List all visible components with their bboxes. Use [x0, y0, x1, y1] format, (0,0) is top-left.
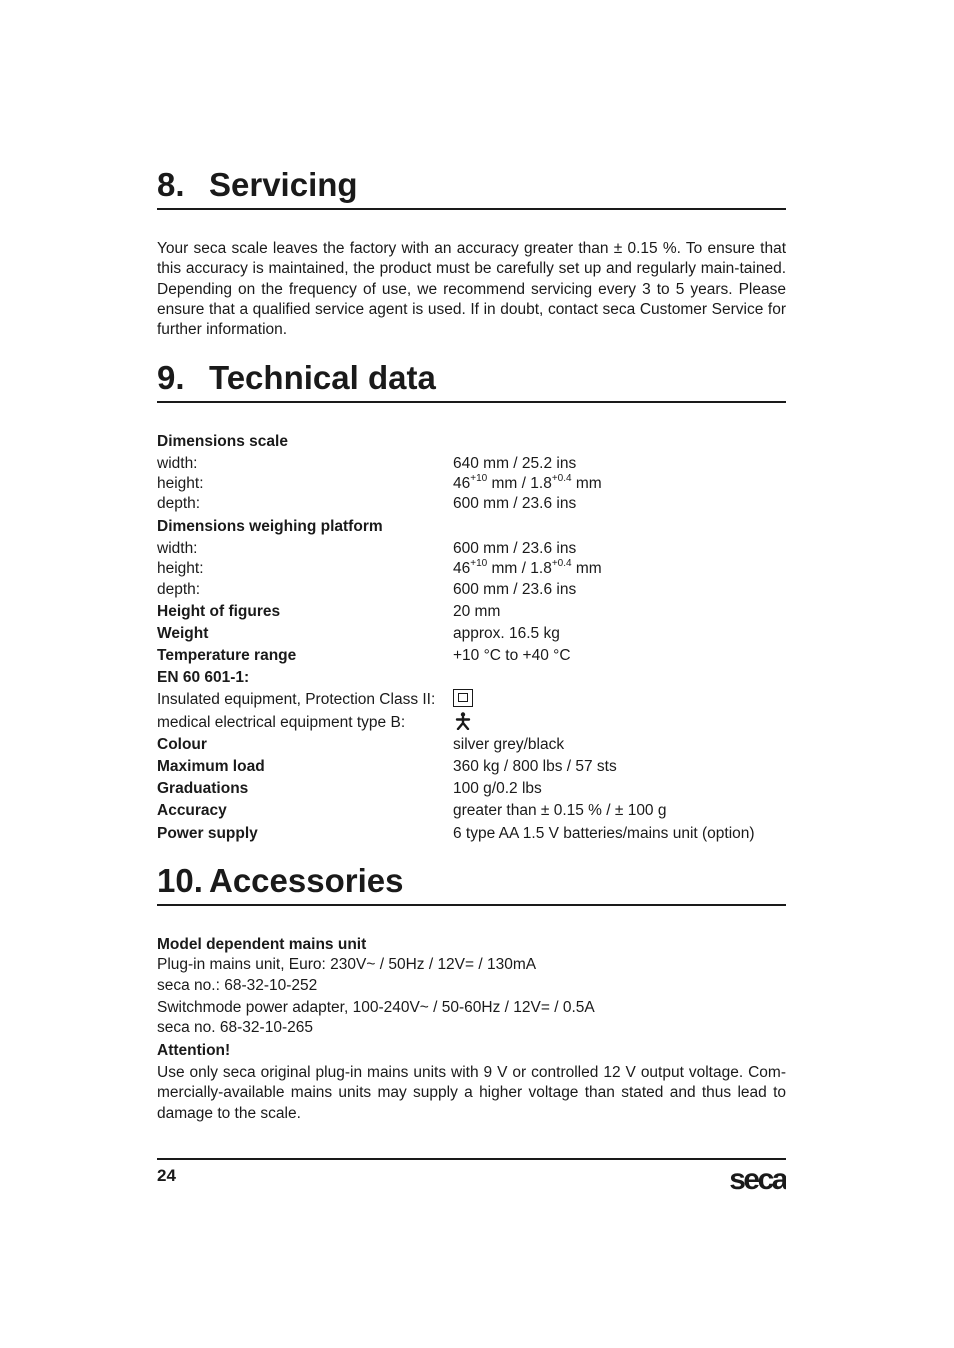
- protection-class-ii-icon: [453, 689, 473, 707]
- spec-label: Temperature range: [157, 647, 297, 664]
- svg-text:seca: seca: [729, 1163, 786, 1194]
- spec-label: medical electrical equipment type B:: [157, 714, 406, 731]
- spec-value: +10 °C to +40 °C: [453, 647, 571, 664]
- spec-row: [157, 453, 786, 475]
- technical-data-heading: [157, 359, 786, 403]
- seca-logo: [722, 1160, 786, 1194]
- section-title: Servicing: [209, 166, 358, 203]
- spec-label: Accuracy: [157, 802, 227, 819]
- spec-value: 6 type AA 1.5 V batteries/mains unit (option): [453, 825, 755, 842]
- spec-value: 20 mm: [453, 603, 501, 620]
- spec-row: [157, 645, 786, 667]
- spec-value: $46^{+10}$ mm / $1.8^{+0.4}$ mm: [453, 473, 602, 492]
- spec-row: [157, 431, 786, 453]
- section-number: 10.: [157, 862, 203, 899]
- accessories-heading: [157, 862, 786, 906]
- dimensions-scale-heading: Dimensions scale: [157, 433, 288, 450]
- mains-unit-heading: Model dependent mains unit: [157, 936, 367, 953]
- spec-row: [157, 667, 786, 689]
- spec-label: width:: [157, 540, 198, 557]
- spec-value: greater than ± 0.15 % / ± 100 g: [453, 802, 667, 819]
- spec-row: [157, 756, 786, 778]
- spec-value: approx. 16.5 kg: [453, 625, 560, 642]
- spec-label: Height of figures: [157, 603, 281, 620]
- section-title: Accessories: [209, 862, 404, 899]
- spec-value: silver grey/black: [453, 736, 565, 753]
- spec-value: 600 mm / 23.6 ins: [453, 540, 577, 557]
- spec-row: [157, 689, 786, 711]
- spec-label: Power supply: [157, 825, 258, 842]
- spec-label: width:: [157, 455, 198, 472]
- accessory-line: seca no. 68-32-10-265: [157, 1019, 313, 1036]
- dimensions-platform-heading: Dimensions weighing platform: [157, 518, 383, 535]
- accessory-line: Plug-in mains unit, Euro: 230V~ / 50Hz / 12V= / 130mA: [157, 956, 537, 973]
- spec-label: Maximum load: [157, 758, 265, 775]
- spec-label: Graduations: [157, 780, 249, 797]
- attention-paragraph: Use only seca original plug-in mains units with 9 V or controlled 12 V output voltage. Com-mercially-available mains units may supply a higher voltage than stated and thus lead to damage to the scale.: [157, 1064, 786, 1122]
- spec-row: [157, 579, 786, 601]
- spec-row: [157, 516, 786, 538]
- section-number: 9.: [157, 359, 185, 396]
- spec-row: [157, 800, 786, 822]
- page-number: 24: [157, 1166, 176, 1185]
- spec-row: [157, 778, 786, 800]
- attention-heading: Attention!: [157, 1042, 231, 1059]
- spec-value: 360 kg / 800 lbs / 57 sts: [453, 758, 617, 775]
- spec-label: Colour: [157, 736, 207, 753]
- spec-row: [157, 538, 786, 560]
- type-b-person-icon: [455, 712, 471, 730]
- spec-row: [157, 558, 786, 580]
- section-title: Technical data: [209, 359, 436, 396]
- spec-row: [157, 623, 786, 645]
- accessory-line: seca no.: 68-32-10-252: [157, 977, 318, 994]
- spec-label: depth:: [157, 581, 201, 598]
- spec-value: 640 mm / 25.2 ins: [453, 455, 577, 472]
- servicing-heading: [157, 166, 786, 210]
- accessory-line: Switchmode power adapter, 100-240V~ / 50-60Hz / 12V= / 0.5A: [157, 999, 595, 1016]
- spec-row: [157, 734, 786, 756]
- spec-row: [157, 601, 786, 623]
- spec-label: height:: [157, 560, 204, 577]
- spec-value: 100 g/0.2 lbs: [453, 780, 542, 797]
- servicing-paragraph: Your seca scale leaves the factory with an accuracy greater than ± 0.15 %. To ensure that this accuracy is maintained, the product must be carefully set up and regularly main-tained. Depending on the frequency of use, we recommend servicing every 3 to 5 years. Please ensure that a qualified service agent is used. If in doubt, contact seca Customer Service for further information.: [157, 240, 786, 339]
- spec-label: Weight: [157, 625, 209, 642]
- spec-value: 600 mm / 23.6 ins: [453, 495, 577, 512]
- spec-value: $46^{+10}$ mm / $1.8^{+0.4}$ mm: [453, 558, 602, 577]
- spec-label: depth:: [157, 495, 201, 512]
- spec-row: [157, 493, 786, 515]
- spec-row: [157, 712, 786, 734]
- spec-label: EN 60 601-1:: [157, 669, 250, 686]
- spec-row: [157, 473, 786, 495]
- spec-row: [157, 823, 786, 845]
- spec-label: height:: [157, 475, 204, 492]
- spec-value: 600 mm / 23.6 ins: [453, 581, 577, 598]
- spec-label: Insulated equipment, Protection Class II:: [157, 691, 436, 708]
- footer-rule: [157, 1158, 786, 1160]
- section-number: 8.: [157, 166, 185, 203]
